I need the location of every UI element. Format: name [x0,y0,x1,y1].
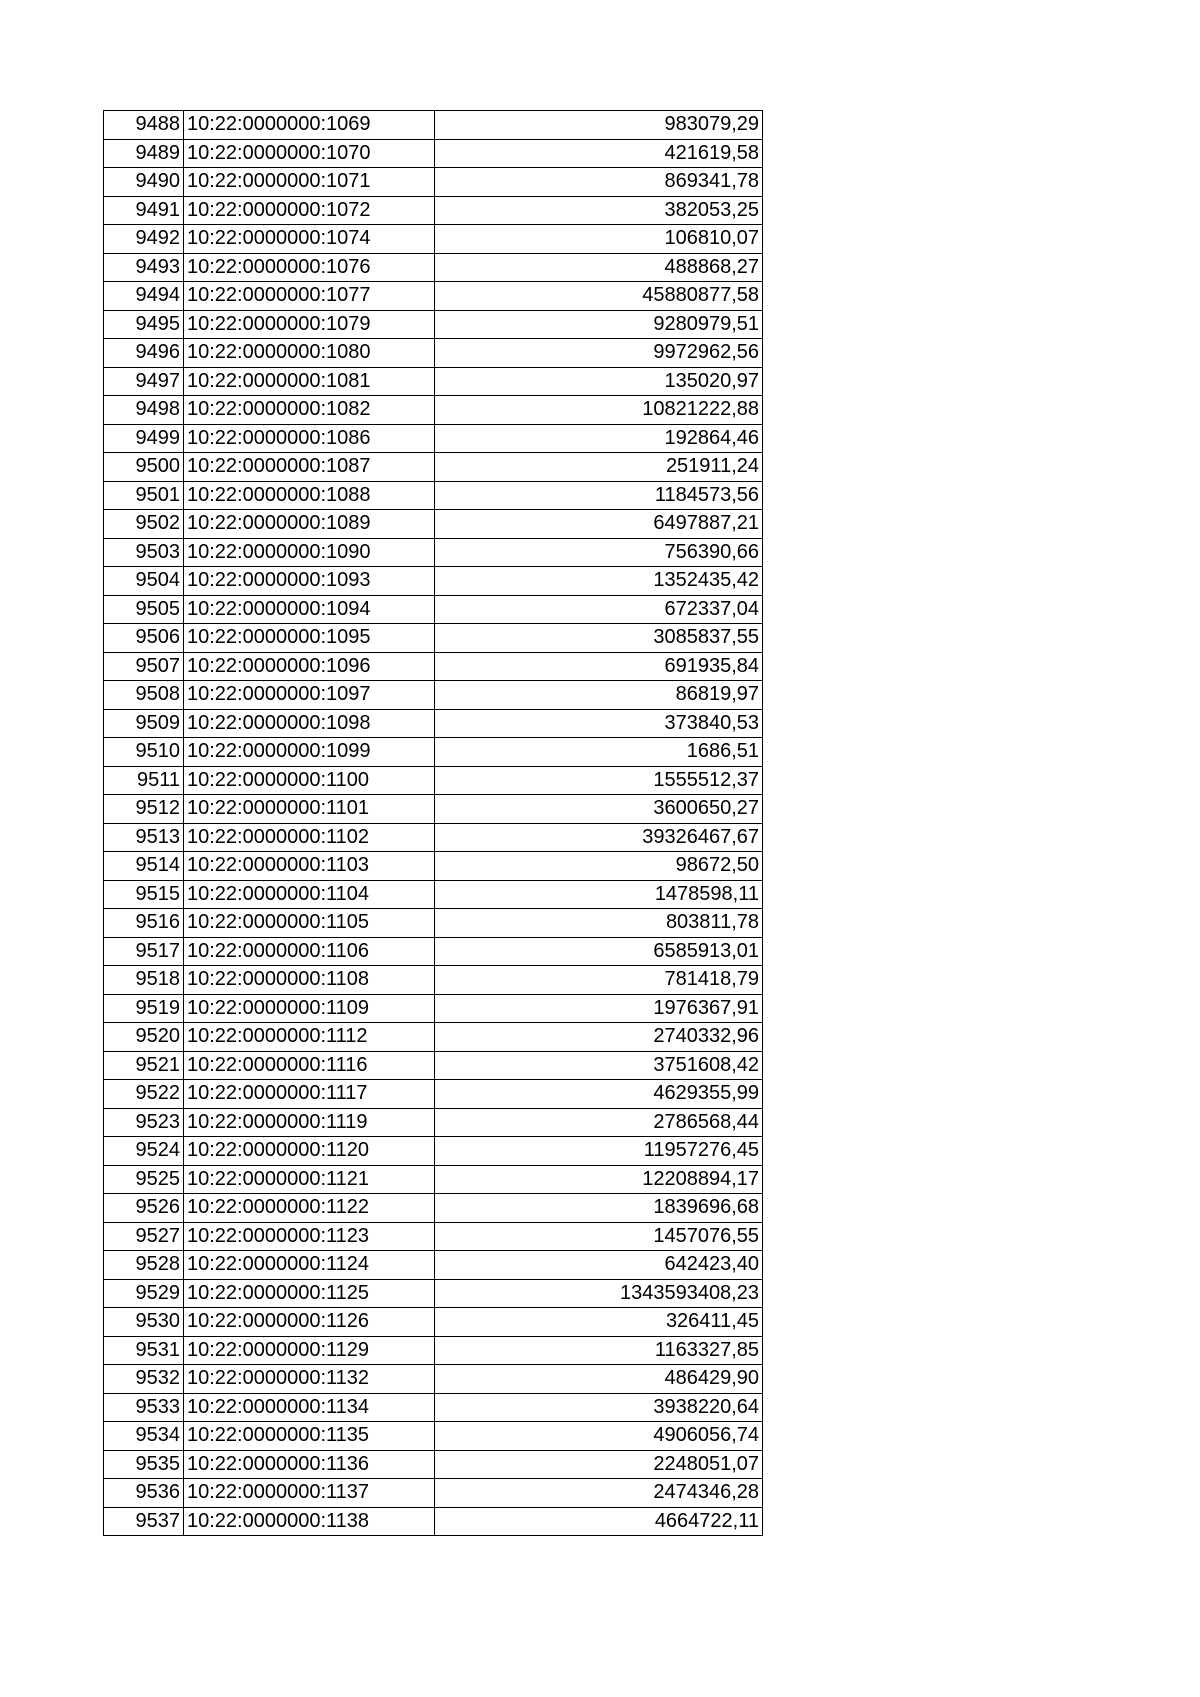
table-row [104,424,763,453]
value-cell: 1478598,11 [435,880,763,909]
row-number-cell: 9506 [104,624,184,653]
cadastral-number-cell: 10:22:0000000:1070 [184,139,435,168]
cadastral-number-cell: 10:22:0000000:1098 [184,709,435,738]
table-body [104,111,763,1536]
value-cell: 486429,90 [435,1365,763,1394]
row-number-cell: 9503 [104,538,184,567]
table-row [104,1137,763,1166]
row-number-cell: 9525 [104,1165,184,1194]
table-row [104,282,763,311]
cadastral-number-cell: 10:22:0000000:1129 [184,1336,435,1365]
cadastral-number-cell: 10:22:0000000:1124 [184,1251,435,1280]
row-number-cell: 9522 [104,1080,184,1109]
row-number-cell: 9515 [104,880,184,909]
value-cell: 373840,53 [435,709,763,738]
row-number-cell: 9533 [104,1393,184,1422]
table-row [104,111,763,140]
table-row [104,481,763,510]
value-cell: 803811,78 [435,909,763,938]
table-row [104,1365,763,1394]
cadastral-number-cell: 10:22:0000000:1087 [184,453,435,482]
table-row [104,1080,763,1109]
row-number-cell: 9491 [104,196,184,225]
table-row [104,766,763,795]
value-cell: 4906056,74 [435,1422,763,1451]
value-cell: 9972962,56 [435,339,763,368]
value-cell: 672337,04 [435,595,763,624]
table-row [104,738,763,767]
value-cell: 1184573,56 [435,481,763,510]
table-row [104,1450,763,1479]
value-cell: 39326467,67 [435,823,763,852]
cadastral-number-cell: 10:22:0000000:1104 [184,880,435,909]
table-row [104,909,763,938]
cadastral-number-cell: 10:22:0000000:1094 [184,595,435,624]
row-number-cell: 9530 [104,1308,184,1337]
value-cell: 781418,79 [435,966,763,995]
row-number-cell: 9517 [104,937,184,966]
cadastral-number-cell: 10:22:0000000:1082 [184,396,435,425]
value-cell: 9280979,51 [435,310,763,339]
value-cell: 1163327,85 [435,1336,763,1365]
table-row [104,1479,763,1508]
cadastral-number-cell: 10:22:0000000:1116 [184,1051,435,1080]
cadastral-number-cell: 10:22:0000000:1093 [184,567,435,596]
cadastral-number-cell: 10:22:0000000:1137 [184,1479,435,1508]
value-cell: 3600650,27 [435,795,763,824]
row-number-cell: 9508 [104,681,184,710]
table-row [104,396,763,425]
cadastral-number-cell: 10:22:0000000:1103 [184,852,435,881]
table-row [104,1336,763,1365]
row-number-cell: 9513 [104,823,184,852]
row-number-cell: 9492 [104,225,184,254]
value-cell: 6585913,01 [435,937,763,966]
row-number-cell: 9519 [104,994,184,1023]
row-number-cell: 9495 [104,310,184,339]
value-cell: 3938220,64 [435,1393,763,1422]
value-cell: 4629355,99 [435,1080,763,1109]
table-row [104,225,763,254]
row-number-cell: 9498 [104,396,184,425]
table-row [104,196,763,225]
table-row [104,1108,763,1137]
row-number-cell: 9493 [104,253,184,282]
value-cell: 421619,58 [435,139,763,168]
row-number-cell: 9529 [104,1279,184,1308]
cadastral-number-cell: 10:22:0000000:1120 [184,1137,435,1166]
row-number-cell: 9494 [104,282,184,311]
table-row [104,1507,763,1536]
row-number-cell: 9488 [104,111,184,140]
cadastral-number-cell: 10:22:0000000:1071 [184,168,435,197]
cadastral-number-cell: 10:22:0000000:1069 [184,111,435,140]
cadastral-number-cell: 10:22:0000000:1121 [184,1165,435,1194]
table-row [104,1165,763,1194]
value-cell: 488868,27 [435,253,763,282]
cadastral-number-cell: 10:22:0000000:1135 [184,1422,435,1451]
value-cell: 1976367,91 [435,994,763,1023]
cadastral-number-cell: 10:22:0000000:1138 [184,1507,435,1536]
row-number-cell: 9501 [104,481,184,510]
table-row [104,852,763,881]
cadastral-number-cell: 10:22:0000000:1099 [184,738,435,767]
value-cell: 2786568,44 [435,1108,763,1137]
table-row [104,994,763,1023]
table-row [104,1422,763,1451]
row-number-cell: 9516 [104,909,184,938]
table-row [104,595,763,624]
value-cell: 6497887,21 [435,510,763,539]
value-cell: 98672,50 [435,852,763,881]
cadastral-number-cell: 10:22:0000000:1117 [184,1080,435,1109]
row-number-cell: 9520 [104,1023,184,1052]
table-row [104,139,763,168]
table-row [104,367,763,396]
table-row [104,1279,763,1308]
value-cell: 45880877,58 [435,282,763,311]
cadastral-number-cell: 10:22:0000000:1134 [184,1393,435,1422]
table-row [104,510,763,539]
value-cell: 691935,84 [435,652,763,681]
row-number-cell: 9500 [104,453,184,482]
cadastral-number-cell: 10:22:0000000:1132 [184,1365,435,1394]
value-cell: 10821222,88 [435,396,763,425]
cadastral-number-cell: 10:22:0000000:1097 [184,681,435,710]
cadastral-number-cell: 10:22:0000000:1079 [184,310,435,339]
table-row [104,538,763,567]
value-cell: 1839696,68 [435,1194,763,1223]
table-row [104,567,763,596]
value-cell: 192864,46 [435,424,763,453]
table-row [104,795,763,824]
row-number-cell: 9518 [104,966,184,995]
value-cell: 1352435,42 [435,567,763,596]
value-cell: 3085837,55 [435,624,763,653]
data-table [103,110,763,1536]
row-number-cell: 9521 [104,1051,184,1080]
cadastral-number-cell: 10:22:0000000:1122 [184,1194,435,1223]
row-number-cell: 9502 [104,510,184,539]
cadastral-number-cell: 10:22:0000000:1108 [184,966,435,995]
table-row [104,1051,763,1080]
table-row [104,1023,763,1052]
row-number-cell: 9511 [104,766,184,795]
value-cell: 756390,66 [435,538,763,567]
cadastral-number-cell: 10:22:0000000:1095 [184,624,435,653]
table-row [104,937,763,966]
table-row [104,310,763,339]
row-number-cell: 9490 [104,168,184,197]
value-cell: 1555512,37 [435,766,763,795]
cadastral-number-cell: 10:22:0000000:1089 [184,510,435,539]
row-number-cell: 9499 [104,424,184,453]
value-cell: 326411,45 [435,1308,763,1337]
cadastral-number-cell: 10:22:0000000:1081 [184,367,435,396]
cadastral-number-cell: 10:22:0000000:1090 [184,538,435,567]
cadastral-number-cell: 10:22:0000000:1080 [184,339,435,368]
cadastral-number-cell: 10:22:0000000:1072 [184,196,435,225]
value-cell: 135020,97 [435,367,763,396]
value-cell: 382053,25 [435,196,763,225]
cadastral-number-cell: 10:22:0000000:1088 [184,481,435,510]
value-cell: 2474346,28 [435,1479,763,1508]
row-number-cell: 9532 [104,1365,184,1394]
row-number-cell: 9536 [104,1479,184,1508]
cadastral-number-cell: 10:22:0000000:1074 [184,225,435,254]
cadastral-number-cell: 10:22:0000000:1123 [184,1222,435,1251]
cadastral-number-cell: 10:22:0000000:1106 [184,937,435,966]
row-number-cell: 9534 [104,1422,184,1451]
table-row [104,1251,763,1280]
cadastral-number-cell: 10:22:0000000:1105 [184,909,435,938]
value-cell: 869341,78 [435,168,763,197]
row-number-cell: 9535 [104,1450,184,1479]
value-cell: 1343593408,23 [435,1279,763,1308]
table-row [104,453,763,482]
table-row [104,880,763,909]
row-number-cell: 9512 [104,795,184,824]
cadastral-number-cell: 10:22:0000000:1100 [184,766,435,795]
table-row [104,1308,763,1337]
table-row [104,1393,763,1422]
value-cell: 3751608,42 [435,1051,763,1080]
row-number-cell: 9507 [104,652,184,681]
table-row [104,624,763,653]
table-row [104,966,763,995]
table-row [104,709,763,738]
row-number-cell: 9497 [104,367,184,396]
table-row [104,1194,763,1223]
row-number-cell: 9531 [104,1336,184,1365]
row-number-cell: 9514 [104,852,184,881]
row-number-cell: 9537 [104,1507,184,1536]
value-cell: 251911,24 [435,453,763,482]
table-row [104,339,763,368]
row-number-cell: 9509 [104,709,184,738]
row-number-cell: 9528 [104,1251,184,1280]
value-cell: 106810,07 [435,225,763,254]
value-cell: 4664722,11 [435,1507,763,1536]
cadastral-number-cell: 10:22:0000000:1096 [184,652,435,681]
table-row [104,681,763,710]
table-row [104,1222,763,1251]
row-number-cell: 9496 [104,339,184,368]
value-cell: 1686,51 [435,738,763,767]
table-row [104,652,763,681]
cadastral-number-cell: 10:22:0000000:1119 [184,1108,435,1137]
row-number-cell: 9523 [104,1108,184,1137]
value-cell: 2740332,96 [435,1023,763,1052]
value-cell: 1457076,55 [435,1222,763,1251]
row-number-cell: 9504 [104,567,184,596]
value-cell: 2248051,07 [435,1450,763,1479]
cadastral-number-cell: 10:22:0000000:1126 [184,1308,435,1337]
cadastral-number-cell: 10:22:0000000:1101 [184,795,435,824]
table-row [104,253,763,282]
row-number-cell: 9526 [104,1194,184,1223]
row-number-cell: 9489 [104,139,184,168]
row-number-cell: 9505 [104,595,184,624]
value-cell: 11957276,45 [435,1137,763,1166]
cadastral-number-cell: 10:22:0000000:1112 [184,1023,435,1052]
cadastral-number-cell: 10:22:0000000:1125 [184,1279,435,1308]
cadastral-number-cell: 10:22:0000000:1077 [184,282,435,311]
row-number-cell: 9524 [104,1137,184,1166]
cadastral-number-cell: 10:22:0000000:1086 [184,424,435,453]
value-cell: 642423,40 [435,1251,763,1280]
table-row [104,168,763,197]
table-row [104,823,763,852]
cadastral-number-cell: 10:22:0000000:1109 [184,994,435,1023]
cadastral-number-cell: 10:22:0000000:1136 [184,1450,435,1479]
cadastral-number-cell: 10:22:0000000:1076 [184,253,435,282]
row-number-cell: 9527 [104,1222,184,1251]
value-cell: 86819,97 [435,681,763,710]
value-cell: 983079,29 [435,111,763,140]
cadastral-number-cell: 10:22:0000000:1102 [184,823,435,852]
row-number-cell: 9510 [104,738,184,767]
value-cell: 12208894,17 [435,1165,763,1194]
